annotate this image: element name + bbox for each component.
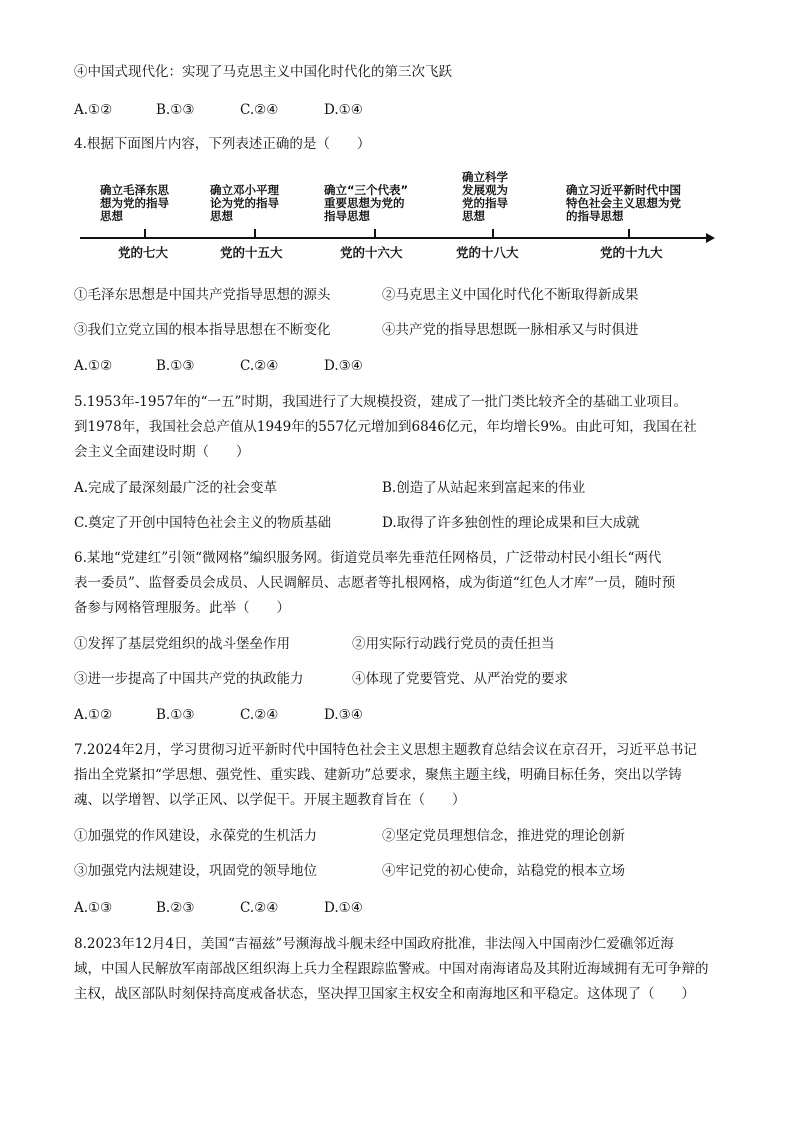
q7-option-2: ②坚定党员理想信念，推进党的理论创新 [382,828,625,844]
q4-option-4: ④共产党的指导思想既一脉相承又与时俱进 [382,322,639,338]
timeline-event-4-label: 党的十八大 [456,245,519,260]
q7-answer-c: C.②④ [240,900,279,916]
q4-answer-c: C.②④ [240,358,279,374]
timeline-event-2-text: 确立邓小平理 论为党的指导 思想 [210,183,279,223]
timeline-event-2-label: 党的十五大 [220,245,283,260]
q7-answer-b: B.②③ [156,900,195,916]
q3-option-4: ④中国式现代化：实现了马克思主义中国化时代化的第三次飞跃 [74,64,452,80]
q5-option-d: D.取得了许多独创性的理论成果和巨大成就 [382,515,640,531]
q7-option-3: ③加强党内法规建设，巩固党的领导地位 [74,863,317,879]
q6-answer-c: C.②④ [240,707,279,723]
q4-answer-b: B.①③ [156,358,195,374]
q5-option-b: B.创造了从站起来到富起来的伟业 [382,480,586,496]
q3-answer-c: C.②④ [240,102,279,118]
q4-answer-a: A.①② [74,358,113,374]
q4-timeline-figure [74,168,724,264]
q6-stem-line-2: 表一委员”、监督委员会成员、人民调解员、志愿者等扎根网格，成为街道“红色人才库”一员，随时预 [74,575,676,591]
timeline-arrow-icon [706,233,715,243]
q7-answer-d: D.①④ [324,900,363,916]
timeline-event-1-label: 党的七大 [118,245,169,260]
q6-option-2: ②用实际行动践行党员的责任担当 [352,636,555,652]
q7-option-1: ①加强党的作风建设，永葆党的生机活力 [74,828,317,844]
q4-option-3: ③我们立党立国的根本指导思想在不断变化 [74,322,331,338]
q8-stem-line-1: 8.2023年12月4日，美国“吉福兹”号濒海战斗舰未经中国政府批准，非法闯入中国南沙仁爱礁邻近海 [74,936,674,952]
q7-stem-line-3: 魂、以学增智、以学正风、以学促干。开展主题教育旨在（ ） [74,792,466,808]
timeline-event-5-text: 确立习近平新时代中国 特色社会主义思想为党 的指导思想 [566,183,681,223]
q7-stem-line-2: 指出全党紧扣“学思想、强党性、重实践、建新功”总要求，聚焦主题主线，明确目标任务，突出以学铸 [74,767,682,783]
q6-answer-d: D.③④ [324,707,363,723]
q5-stem-line-1: 5.1953年-1957年的“一五”时期，我国进行了大规模投资，建成了一批门类比较齐全的基础工业项目。 [74,394,687,410]
q7-answer-a: A.①③ [74,900,113,916]
q6-option-4: ④体现了党要管党、从严治党的要求 [352,671,568,687]
q8-stem-line-2: 域，中国人民解放军南部战区组织海上兵力全程跟踪监警戒。中国对南海诸岛及其附近海域拥有无可争辩的 [74,961,709,977]
q8-stem-line-3: 主权，战区部队时刻保持高度戒备状态，坚决捍卫国家主权安全和南海地区和平稳定。这体现了（ ） [74,986,695,1002]
q5-stem-line-2: 到1978年，我国社会总产值从1949年的557亿元增加到6846亿元，年均增长9%。由此可知，我国在社 [74,419,697,435]
timeline-event-1-text: 确立毛泽东思 想为党的指导 思想 [100,183,169,223]
timeline-event-3-text: 确立“三个代表” 重要思想为党的 指导思想 [324,183,409,223]
timeline-event-5-label: 党的十九大 [600,245,663,260]
q7-option-4: ④牢记党的初心使命，站稳党的根本立场 [382,863,625,879]
q3-answer-d: D.①④ [324,102,363,118]
q6-option-3: ③进一步提高了中国共产党的执政能力 [74,671,304,687]
q5-option-a: A.完成了最深刻最广泛的社会变革 [74,480,278,496]
q4-stem: 4.根据下面图片内容，下列表述正确的是（ ） [74,136,371,152]
q4-answer-d: D.③④ [324,358,363,374]
q6-option-1: ①发挥了基层党组织的战斗堡垒作用 [74,636,290,652]
q6-stem-line-3: 备参与网格管理服务。此举（ ） [74,600,290,616]
q4-option-2: ②马克思主义中国化时代化不断取得新成果 [382,287,639,303]
q3-answer-a: A.①② [74,102,113,118]
timeline-event-3-label: 党的十六大 [340,245,403,260]
timeline-axis [80,237,708,239]
q6-stem-line-1: 6.某地“党建红”引领“微网格”编织服务网。街道党员率先垂范任网格员，广泛带动村民小组长“两代 [74,550,662,566]
q7-stem-line-1: 7.2024年2月，学习贯彻习近平新时代中国特色社会主义思想主题教育总结会议在京召开，习近平总书记 [74,742,697,758]
q6-answer-a: A.①② [74,707,113,723]
timeline-event-4-text: 确立科学 发展观为 党的指导 思想 [462,170,508,223]
q4-option-1: ①毛泽东思想是中国共产党指导思想的源头 [74,287,331,303]
q5-stem-line-3: 会主义全面建设时期（ ） [74,444,250,460]
q3-answer-b: B.①③ [156,102,195,118]
q6-answer-b: B.①③ [156,707,195,723]
q5-option-c: C.奠定了开创中国特色社会主义的物质基础 [74,515,332,531]
